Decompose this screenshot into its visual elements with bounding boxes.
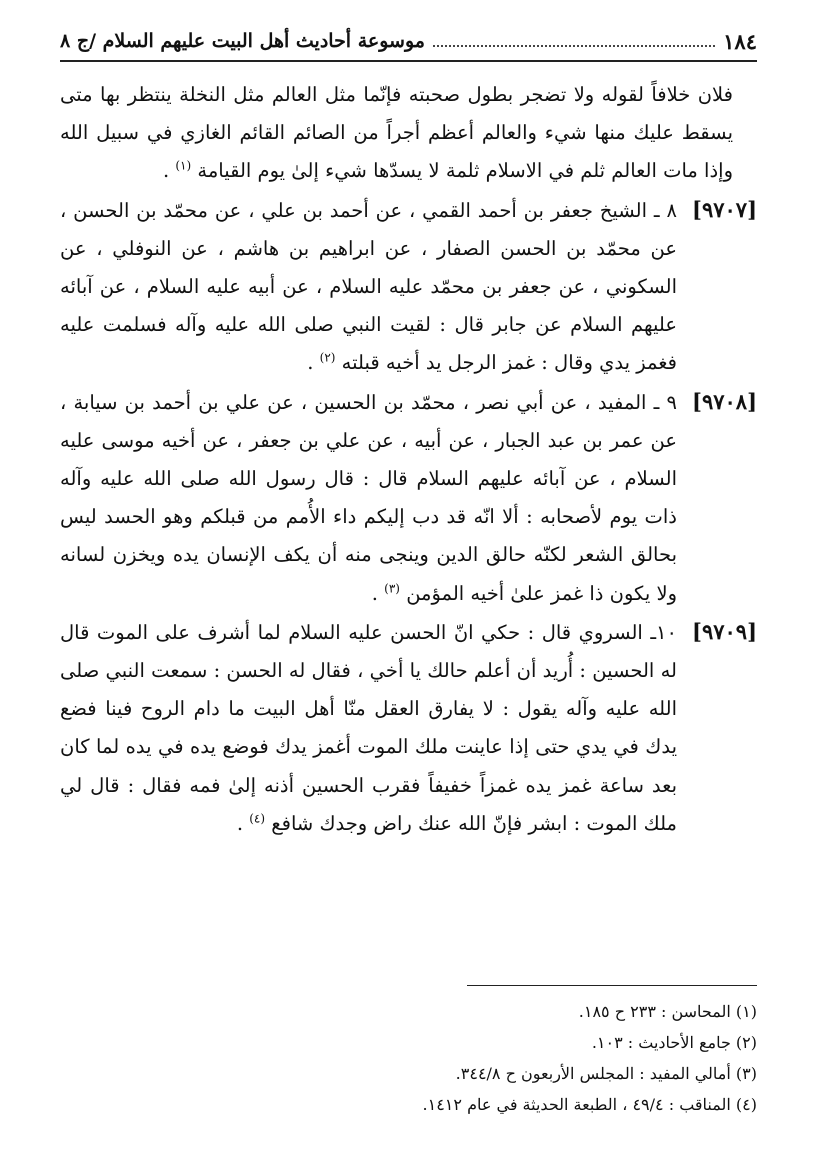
running-title: موسوعة أحاديث أهل البيت عليهم السلام /ج ٨ bbox=[60, 30, 425, 52]
footnote: (٢) جامع الأحاديث : ١٠٣. bbox=[591, 1033, 757, 1052]
hadith-entry bbox=[60, 191, 757, 383]
footnote-ref: (٢) bbox=[319, 350, 336, 365]
hadith-number: [٩٧٠٩] bbox=[692, 618, 757, 644]
opening-paragraph: فلان خلافاً لقوله ولا تضجر بطول صحبته فإنّما مثل العالم مثل النخلة ينتظر بها متى يسقط عليك منها شيء والعالم أعظم أجراً من الصائم القائم الغازي في سبيل الله وإذا مات العالم ثلم في الاسلام ثلمة لا يسدّها شيء إلىٰ يوم القيامة $^{(١)}$ . bbox=[60, 83, 733, 183]
footnote-separator bbox=[467, 985, 757, 986]
hadith-body: ٨ ـ الشيخ جعفر بن أحمد القمي ، عن أحمد بن علي ، عن محمّد بن الحسن ، عن محمّد بن الحسن الصفار ، عن ابراهيم بن هاشم ، عن النوفلي ، عن السكوني ، عن جعفر بن محمّد عليه السلام ، عن أبيه عليه السلام ، عن آبائه عليهم السلام عن جابر قال : لقيت النبي صلى الله عليه وآله فسلمت عليه فغمز يدي وقال : غمز الرجل يد أخيه قبلته bbox=[60, 198, 677, 375]
page-header bbox=[60, 22, 757, 62]
footnote-ref: (٣) bbox=[384, 581, 400, 596]
hadith-body: ١٠ـ السروي قال : حكي انّ الحسن عليه السلام لما أشرف على الموت قال له الحسين : أُريد أن أعلم حالك يا أخي ، فقال له الحسن : سمعت النبي صلى الله عليه وآله يقول : لا يفارق العقل منّا أهل البيت ما دام الروح فينا فضع يدك في يدي حتى إذا عاينت ملك الموت أغمز يدك فوضع يده في يده لما كان بعد ساعة غمز يده غمزاً خفيفاً فقرب الحسين أذنه إلىٰ فمه فقال : قال لي ملك الموت : ابشر فإنّ الله عنك راض وجدك شافع bbox=[60, 620, 677, 835]
hadith-number: [٩٧٠٨] bbox=[692, 388, 757, 414]
hadith-body: ٩ ـ المفيد ، عن أبي نصر ، محمّد بن الحسين ، عن علي بن أحمد بن سيابة ، عن عمر بن عبد الجبار ، عن أبيه ، عن علي بن جعفر ، عن أخيه موسى عليه السلام ، عن آبائه عليهم السلام قال : قال رسول الله صلى الله عليه وآله ذات يوم لأصحابه : ألا انّه قد دب إليكم داء الأُمم من قبلكم وهو الحسد ليس بحالق الشعر لكنّه حالق الدين وينجى منه أن يكف الإنسان يده ويخزن لسانه ولا يكون ذا غمز علىٰ أخيه المؤمن bbox=[60, 390, 677, 605]
page-number: ١٨٤ bbox=[723, 28, 757, 54]
hadith-text: ٨ ـ الشيخ جعفر بن أحمد القمي ، عن أحمد بن علي ، عن محمّد بن الحسن ، عن محمّد بن الحسن الصفار ، عن ابراهيم بن هاشم ، عن النوفلي ، عن السكوني ، عن جعفر بن محمّد عليه السلام ، عن أبيه عليه السلام ، عن آبائه عليهم السلام عن جابر قال : لقيت النبي صلى الله عليه وآله فسلمت عليه فغمز يدي وقال : غمز الرجل يد أخيه قبلته $^{(٢)}$ . bbox=[60, 198, 677, 375]
hadith-entry bbox=[60, 383, 757, 613]
footnote-ref: (٤) bbox=[249, 811, 266, 826]
footnote-ref: (١) bbox=[175, 158, 192, 173]
footnotes bbox=[60, 996, 757, 1120]
footnote: (٣) أمالي المفيد : المجلس الأربعون ح ٣٤٤/٨. bbox=[455, 1064, 757, 1083]
hadith-text: ١٠ـ السروي قال : حكي انّ الحسن عليه السلام لما أشرف على الموت قال له الحسين : أُريد أن أعلم حالك يا أخي ، فقال له الحسن : سمعت النبي صلى الله عليه وآله يقول : لا يفارق العقل منّا أهل البيت ما دام الروح فينا فضع يدك في يدي حتى إذا عاينت ملك الموت أغمز يدك فوضع يده في يده لما كان بعد ساعة غمز يده غمزاً خفيفاً فقرب الحسين أذنه إلىٰ فمه فقال : قال لي ملك الموت : ابشر فإنّ الله عنك راض وجدك شافع $^{(٤)}$ . bbox=[60, 620, 677, 835]
hadith-number: [٩٧٠٧] bbox=[692, 196, 757, 222]
opening-paragraph-text: فلان خلافاً لقوله ولا تضجر بطول صحبته فإنّما مثل العالم مثل النخلة ينتظر بها متى يسقط عليك منها شيء والعالم أعظم أجراً من الصائم القائم الغازي في سبيل الله وإذا مات العالم ثلم في الاسلام ثلمة لا يسدّها شيء إلىٰ يوم القيامة bbox=[60, 83, 733, 183]
footnote: (٤) المناقب : ٤٩/٤ ، الطبعة الحديثة في عام ١٤١٢. bbox=[422, 1095, 757, 1114]
footnote: (١) المحاسن : ٢٣٣ ح ١٨٥. bbox=[578, 1002, 757, 1021]
header-dot-leader bbox=[433, 45, 715, 47]
hadith-entry bbox=[60, 613, 757, 843]
page-body bbox=[60, 76, 757, 843]
hadith-text: ٩ ـ المفيد ، عن أبي نصر ، محمّد بن الحسين ، عن علي بن أحمد بن سيابة ، عن عمر بن عبد الجبار ، عن أبيه ، عن علي بن جعفر ، عن أخيه موسى عليه السلام ، عن آبائه عليهم السلام قال : قال رسول الله صلى الله عليه وآله ذات يوم لأصحابه : ألا انّه قد دب إليكم داء الأُمم من قبلكم وهو الحسد ليس بحالق الشعر لكنّه حالق الدين وينجى منه أن يكف الإنسان يده ويخزن لسانه ولا يكون ذا غمز علىٰ أخيه المؤمن $^{(٣)}$ . bbox=[60, 390, 677, 605]
